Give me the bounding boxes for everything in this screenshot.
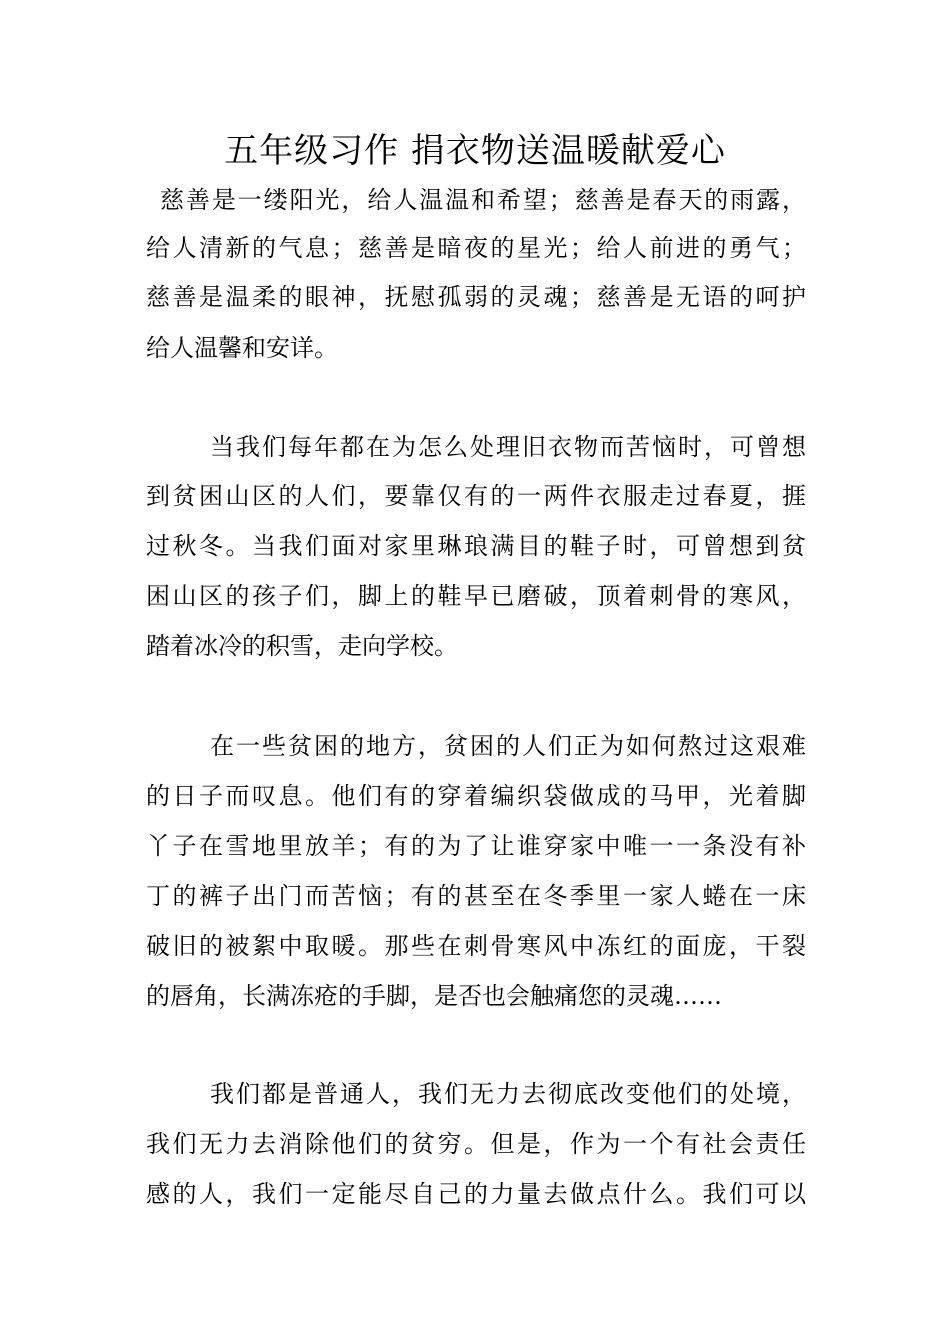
document-title: 五年级习作 捐衣物送温暖献爱心 <box>224 131 726 171</box>
paragraph-line: 丁的裤子出门而苦恼；有的甚至在冬季里一家人蜷在一床 <box>146 882 806 910</box>
paragraph-line: 感的人，我们一定能尽自己的力量去做点什么。我们可以 <box>146 1180 806 1208</box>
paragraph-line: 的日子而叹息。他们有的穿着编织袋做成的马甲，光着脚 <box>146 782 806 810</box>
paragraph-line: 到贫困山区的人们，要靠仅有的一两件衣服走过春夏，捱 <box>146 482 806 510</box>
paragraph-line: 给人温馨和安详。 <box>146 334 338 362</box>
paragraph-line: 丫子在雪地里放羊；有的为了让谁穿家中唯一一条没有补 <box>146 832 806 860</box>
paragraph-line: 我们都是普通人，我们无力去彻底改变他们的处境， <box>210 1080 806 1108</box>
paragraph-line: 慈善是温柔的眼神，抚慰孤弱的灵魂；慈善是无语的呵护 <box>146 283 806 311</box>
paragraph-line: 困山区的孩子们，脚上的鞋早已磨破，顶着刺骨的寒风， <box>146 582 806 610</box>
paragraph-line: 当我们每年都在为怎么处理旧衣物而苦恼时，可曾想 <box>210 433 806 461</box>
paragraph-line: 过秋冬。当我们面对家里琳琅满目的鞋子时，可曾想到贫 <box>146 532 806 560</box>
paragraph-line: 在一些贫困的地方，贫困的人们正为如何熬过这艰难 <box>210 732 806 760</box>
paragraph-line: 慈善是一缕阳光，给人温温和希望；慈善是春天的雨露， <box>160 186 806 214</box>
paragraph-line: 破旧的被絮中取暖。那些在刺骨寒风中冻红的面庞，干裂 <box>146 932 806 960</box>
paragraph-line: 的唇角，长满冻疮的手脚，是否也会触痛您的灵魂…… <box>146 982 722 1010</box>
paragraph-line: 给人清新的气息；慈善是暗夜的星光；给人前进的勇气； <box>146 234 806 262</box>
paragraph-line: 踏着冰冷的积雪，走向学校。 <box>146 632 458 660</box>
paragraph-line: 我们无力去消除他们的贫穷。但是，作为一个有社会责任 <box>146 1130 806 1158</box>
